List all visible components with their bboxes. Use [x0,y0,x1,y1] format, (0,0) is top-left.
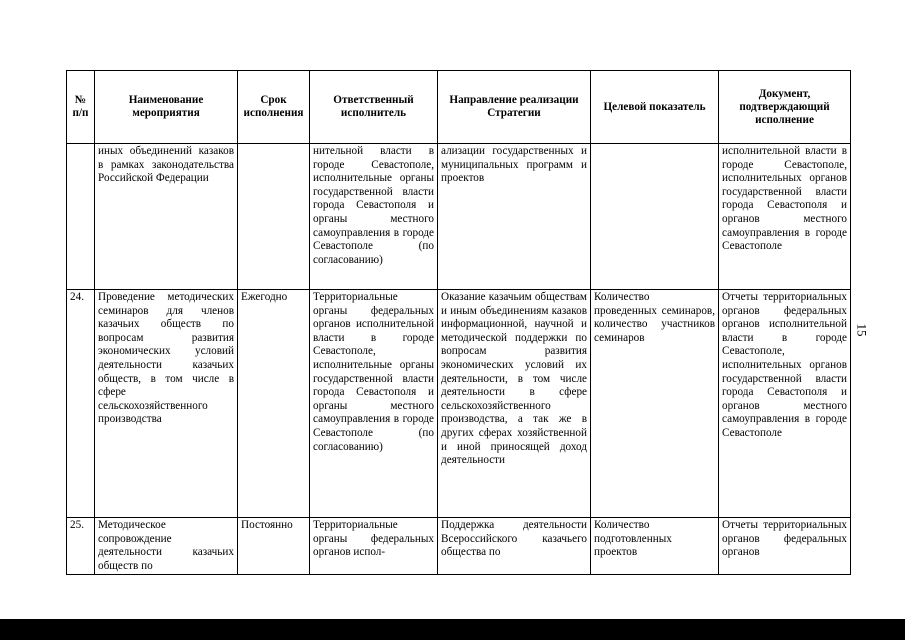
header-direction: Направление реализации Стратегии [438,71,591,144]
row-number: 24. [67,290,95,518]
row-document: Отчеты территориальных органов федеральных органов [719,518,851,575]
row-number [67,144,95,290]
header-name: Наименование мероприятия [95,71,238,144]
strategy-table [66,70,851,575]
row-executor: Территориальные органы федеральных органов испол- [310,518,438,575]
header-number: № п/п [67,71,95,144]
row-document: Отчеты территориальных органов федеральных органов исполнительной власти в городе Севастополе, исполнительных органов государственной власти города Севастополя и органов местного самоуправления в городе Севастополе [719,290,851,518]
page-number: 15 [854,323,870,337]
row-indicator: Количество подготовленных проектов [591,518,719,575]
row-document: исполнительной власти в городе Севастополе, исполнительных органов государственной власти города Севастополя и органов местного самоуправления в городе Севастополе [719,144,851,290]
row-term: Постоянно [238,518,310,575]
row-executor: нительной власти в городе Севастополе, исполнительные органы государственной власти города Севастополя и органы местного самоуправления в городе Севастополе (по согласованию) [310,144,438,290]
table-header-row [67,71,851,144]
header-document: Документ, подтверждающий исполнение [719,71,851,144]
row-direction: Поддержка деятельности Всероссийского казачьего общества по [438,518,591,575]
row-name: Методическое сопровождение деятельности казачьих обществ по [95,518,238,575]
row-indicator: Количество проведенных семинаров, количество участников семинаров [591,290,719,518]
row-term: Ежегодно [238,290,310,518]
row-executor: Территориальные органы федеральных органов исполнительной власти в городе Севастополе, исполнительные органы государственной власти города Севастополя и органы местного самоуправления в городе Севастополе (по согласованию) [310,290,438,518]
row-number: 25. [67,518,95,575]
row-direction: ализации государственных и муниципальных программ и проектов [438,144,591,290]
row-term [238,144,310,290]
table-row [67,290,851,518]
table-row [67,518,851,575]
row-indicator [591,144,719,290]
header-executor: Ответственный исполнитель [310,71,438,144]
scan-edge-strip [0,619,905,640]
row-direction: Оказание казачьим обществам и иным объединениям казаков информационной, научной и методической поддержки по вопросам развития экономических условий их деятельности, в том числе деятельности в сфере сельскохозяйственного производства, а так же в других сферах хозяйственной и иной приносящей доход деятельности [438,290,591,518]
table-row [67,144,851,290]
header-indicator: Целевой показатель [591,71,719,144]
header-term: Срок исполнения [238,71,310,144]
row-name: Проведение методических семинаров для членов казачьих обществ по вопросам развития экономических условий деятельности казачьих обществ, в том числе в сфере сельскохозяйственного производства [95,290,238,518]
row-name: иных объединений казаков в рамках законодательства Российской Федерации [95,144,238,290]
